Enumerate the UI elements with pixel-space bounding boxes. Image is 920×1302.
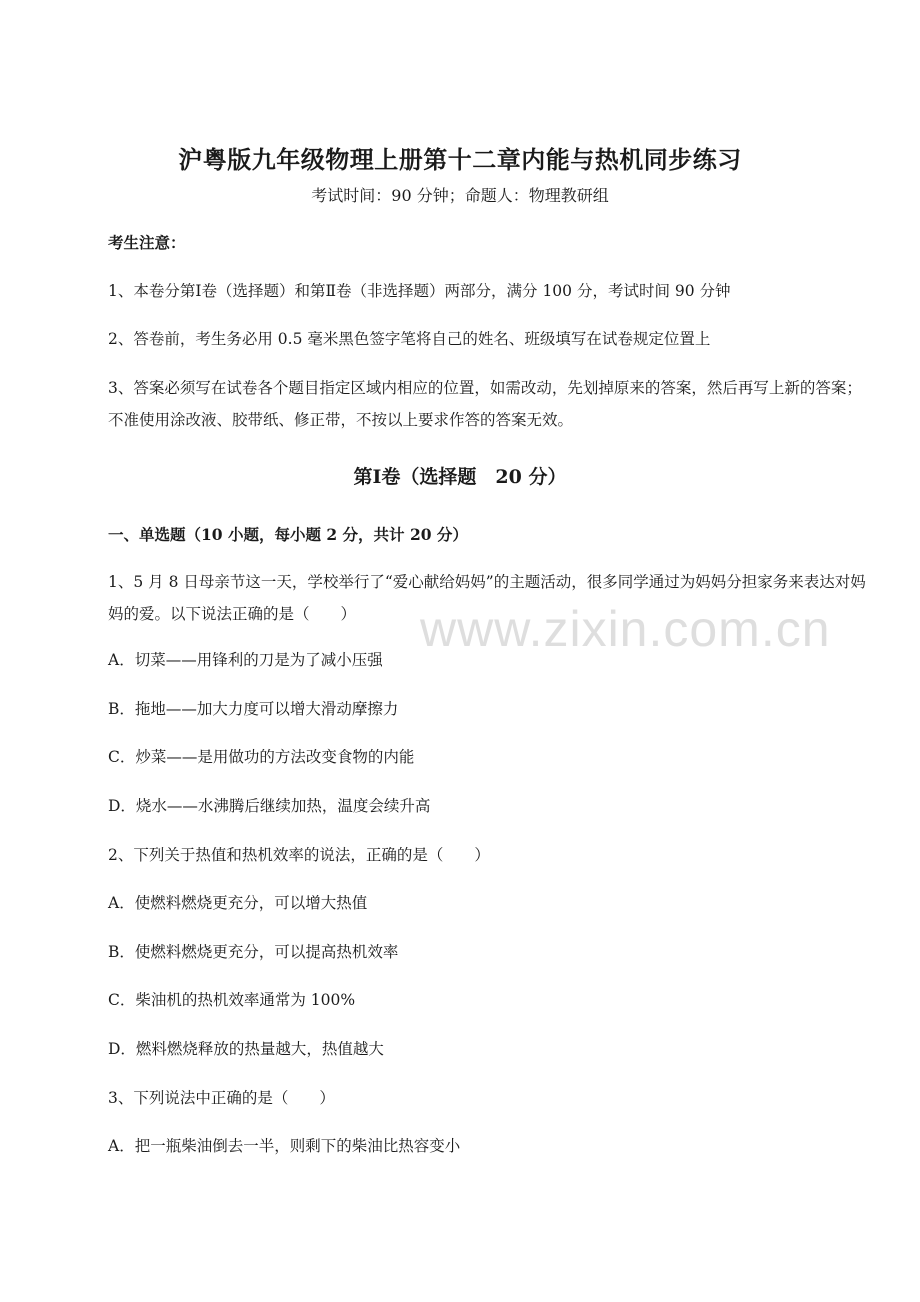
watermark: www.zixin.com.cn [420, 601, 831, 657]
notice-item-1: 1、本卷分第Ⅰ卷（选择题）和第Ⅱ卷（非选择题）两部分，满分 100 分，考试时间 90 分钟 [108, 282, 731, 300]
question-option: A．切菜——用锋利的刀是为了减小压强 [108, 651, 383, 669]
notice-heading: 考生注意： [108, 233, 186, 252]
question-option: A．使燃料燃烧更充分，可以增大热值 [108, 894, 368, 912]
question-stem: 1、5 月 8 日母亲节这一天，学校举行了“爱心献给妈妈”的主题活动，很多同学通过为妈妈分担家务来表达对妈妈的爱。以下说法正确的是（ ） [108, 573, 866, 623]
question-option: B．使燃料燃烧更充分，可以提高热机效率 [108, 943, 399, 961]
question-stem: 3、下列说法中正确的是（ ） [108, 1089, 335, 1107]
question-option: D．烧水——水沸腾后继续加热，温度会续升高 [108, 797, 431, 815]
part-title: 第Ⅰ卷（选择题 20 分） [353, 466, 567, 488]
document-title: 沪粤版九年级物理上册第十二章内能与热机同步练习 [178, 145, 742, 174]
exam-info: 考试时间：90 分钟；命题人：物理教研组 [311, 186, 609, 205]
question-option: D．燃料燃烧释放的热量越大，热值越大 [108, 1040, 384, 1058]
question-option: B．拖地——加大力度可以增大滑动摩擦力 [108, 700, 399, 718]
notice-item-3: 3、答案必须写在试卷各个题目指定区域内相应的位置，如需改动，先划掉原来的答案，然后再写上新的答案；不准使用涂改液、胶带纸、修正带，不按以上要求作答的答案无效。 [108, 379, 862, 429]
notice-item-2: 2、答卷前，考生务必用 0.5 毫米黑色签字笔将自己的姓名、班级填写在试卷规定位置上 [108, 330, 711, 348]
question-stem: 2、下列关于热值和热机效率的说法，正确的是（ ） [108, 846, 490, 864]
section-heading: 一、单选题（10 小题，每小题 2 分，共计 20 分） [108, 525, 468, 544]
question-option: C．柴油机的热机效率通常为 100% [108, 991, 356, 1009]
question-option: A．把一瓶柴油倒去一半，则剩下的柴油比热容变小 [108, 1137, 461, 1155]
question-option: C．炒菜——是用做功的方法改变食物的内能 [108, 748, 415, 766]
